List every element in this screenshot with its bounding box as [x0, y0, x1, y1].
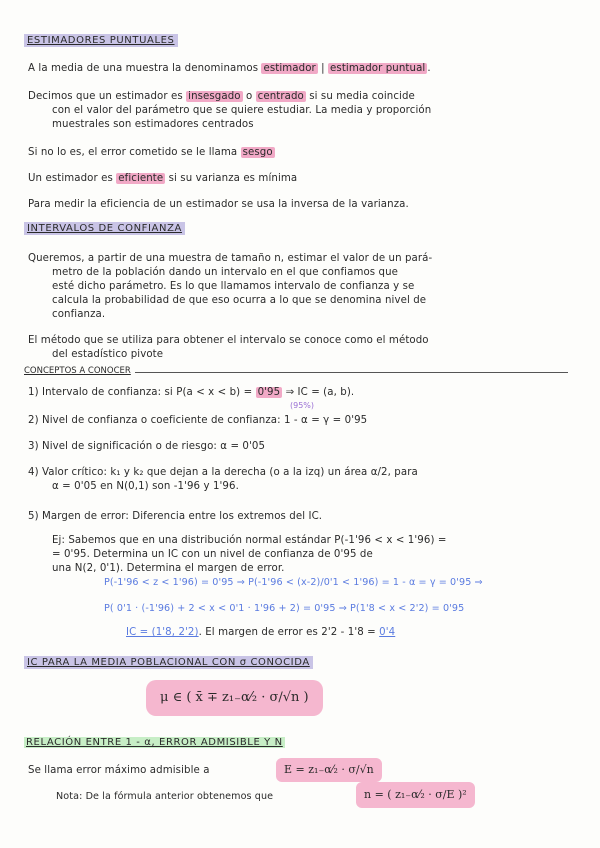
paragraph-insesgado: Decimos que un estimador es insesgado o centrado si su media coincide	[28, 91, 415, 102]
paragraph-error-admisible: Se llama error máximo admisible a	[28, 765, 210, 776]
paragraph-eficiencia: Para medir la eficiencia de un estimador se usa la inversa de la varianza.	[28, 199, 409, 210]
term-centrado: centrado	[257, 91, 304, 102]
paragraph-insesgado-line2: con el valor del parámetro que se quiere estudiar. La media y proporción	[52, 105, 432, 116]
term-insesgado: insesgado	[188, 91, 241, 102]
annotation-95: (95%)	[290, 401, 315, 410]
section-title-ic-media	[24, 656, 313, 669]
example-solution-line1: P(-1'96 < z < 1'96) = 0'95 ⇒ P(-1'96 < (x-2)/0'1 < 1'96) = 1 - α = γ = 0'95 ⇒	[104, 577, 483, 588]
value-095: 0'95	[257, 387, 281, 398]
paragraph-eficiente: Un estimador es eficiente si su varianza es mínima	[28, 173, 298, 184]
paragraph-nota: Nota: De la fórmula anterior obtenemos que	[56, 791, 274, 802]
concept-5: 5) Margen de error: Diferencia entre los extremos del IC.	[28, 511, 323, 522]
paragraph-intervalos-line3: esté dicho parámetro. Es lo que llamamos intervalo de confianza y se	[52, 281, 415, 292]
result-interval: IC = (1'8, 2'2)	[126, 627, 199, 638]
concept-1: 1) Intervalo de confianza: si P(a < x < b) = 0'95 ⇒ IC = (a, b).	[28, 387, 355, 398]
result-margin: 0'4	[379, 627, 396, 638]
term-eficiente: eficiente	[118, 173, 164, 184]
heading-highlight: IC PARA LA MEDIA POBLACIONAL CON σ CONOCIDA	[24, 656, 313, 669]
paragraph-intervalos-line1: Queremos, a partir de una muestra de tamaño n, estimar el valor de un pará-	[28, 253, 433, 264]
paragraph-intervalos-line4: calcula la probabilidad de que eso ocurra a lo que se denomina nivel de	[52, 295, 427, 306]
concept-2: 2) Nivel de confianza o coeficiente de confianza: 1 - α = γ = 0'95	[28, 415, 368, 426]
paragraph-intervalos-line2: metro de la población dando un intervalo en el que confiamos que	[52, 267, 399, 278]
divider-line	[60, 372, 568, 373]
formula-ic-media: μ ∈ ( x̄ ∓ z₁₋α⁄₂ · σ/√n )	[146, 680, 323, 716]
heading-highlight: ESTIMADORES PUNTUALES	[24, 34, 178, 47]
paragraph-metodo-line2: del estadístico pivote	[52, 349, 164, 360]
section-title-intervalos	[24, 222, 185, 235]
paragraph-metodo-line1: El método que se utiliza para obtener el intervalo se conoce como el método	[28, 335, 429, 346]
example-solution-line2: P( 0'1 · (-1'96) + 2 < x < 0'1 · 1'96 + 2) = 0'95 ⇒ P(1'8 < x < 2'2) = 0'95	[104, 603, 465, 614]
paragraph-estimador: A la media de una muestra la denominamos estimador | estimador puntual .	[28, 63, 431, 74]
example-line3: una N(2, 0'1). Determina el margen de error.	[52, 563, 285, 574]
term-estimador: estimador	[263, 63, 316, 74]
example-line1: Ej: Sabemos que en una distribución normal estándar P(-1'96 < x < 1'96) =	[52, 535, 447, 546]
concepts-label: CONCEPTOS A CONOCER	[24, 366, 135, 376]
concept-4-line2: α = 0'05 en N(0,1) son -1'96 y 1'96.	[52, 481, 239, 492]
term-sesgo: sesgo	[242, 147, 273, 158]
term-estimador-puntual: estimador puntual	[330, 63, 426, 74]
concept-4-line1: 4) Valor crítico: k₁ y k₂ que dejan a la derecha (o a la izq) un área α/2, para	[28, 467, 418, 478]
heading-highlight: INTERVALOS DE CONFIANZA	[24, 222, 185, 235]
section-title-relacion	[24, 736, 285, 749]
heading-highlight-green: RELACIÓN ENTRE 1 - α, ERROR ADMISIBLE Y N	[26, 737, 283, 748]
paragraph-insesgado-line3: muestrales son estimadores centrados	[52, 119, 254, 130]
paragraph-intervalos-line5: confianza.	[52, 309, 106, 320]
concept-3: 3) Nivel de significación o de riesgo: α = 0'05	[28, 441, 266, 452]
example-result: IC = (1'8, 2'2). El margen de error es 2'2 - 1'8 = 0'4	[126, 627, 396, 638]
paragraph-sesgo: Si no lo es, el error cometido se le llama sesgo	[28, 147, 273, 158]
example-line2: = 0'95. Determina un IC con un nivel de confianza de 0'95 de	[52, 549, 373, 560]
formula-n: n = ( z₁₋α⁄₂ · σ/E )²	[356, 782, 475, 808]
section-title-estimadores	[24, 34, 178, 47]
formula-error-admisible: E = z₁₋α⁄₂ · σ/√n	[276, 758, 382, 782]
